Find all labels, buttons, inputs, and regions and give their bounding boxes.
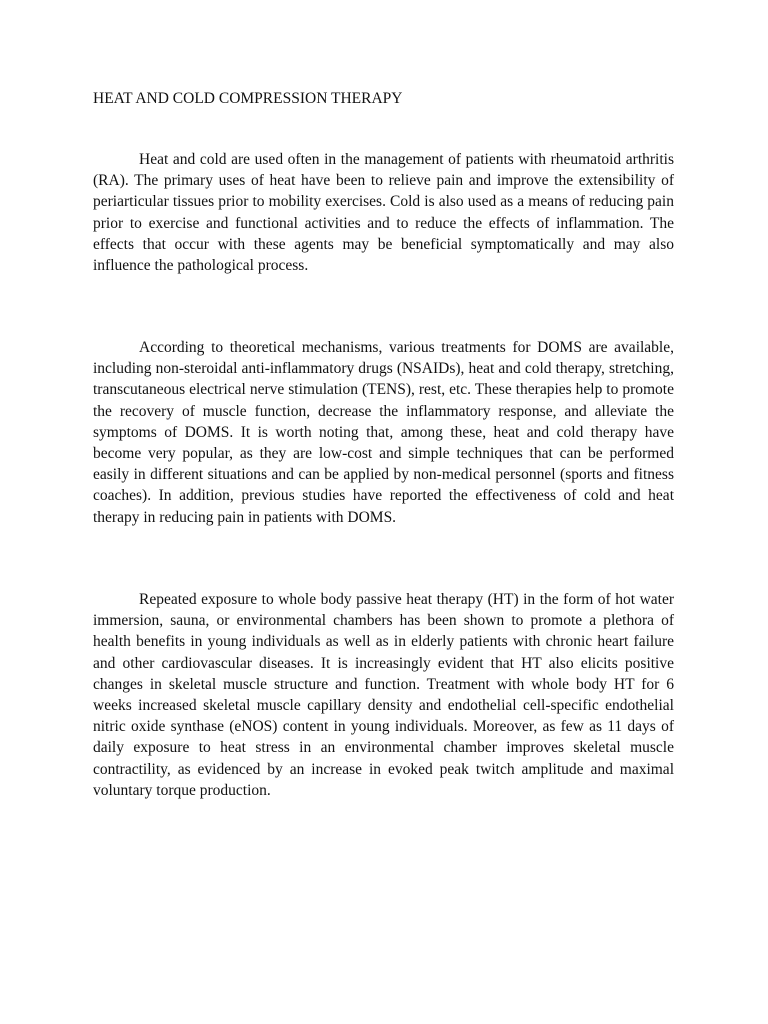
document-title: HEAT AND COLD COMPRESSION THERAPY xyxy=(93,90,403,107)
paragraph-rheumatoid-arthritis: Heat and cold are used often in the management of patients with rheumatoid arthritis (RA). The primary uses of heat have been to relieve pain and improve the extensibility of periarticular tissues prior to mobility exercises. Cold is also used as a means of reducing pain prior to exercise and functional activities and to reduce the effects of inflammation. The effects that occur with these agents may be beneficial symptomatically and may also influence the pathological process. xyxy=(93,151,674,275)
paragraph-passive-heat-therapy: Repeated exposure to whole body passive heat therapy (HT) in the form of hot water immersion, sauna, or environmental chambers has been shown to promote a plethora of health benefits in young individuals as well as in elderly patients with chronic heart failure and other cardiovascular diseases. It is increasingly evident that HT also elicits positive changes in skeletal muscle structure and function. Treatment with whole body HT for 6 weeks increased skeletal muscle capillary density and endothelial cell-specific endothelial nitric oxide synthase (eNOS) content in young individuals. Moreover, as few as 11 days of daily exposure to heat stress in an environmental chamber improves skeletal muscle contractility, as evidenced by an increase in evoked peak twitch amplitude and maximal voluntary torque production. xyxy=(93,591,674,799)
paragraph-doms-treatments: According to theoretical mechanisms, various treatments for DOMS are available, including non-steroidal anti-inflammatory drugs (NSAIDs), heat and cold therapy, stretching, transcutaneous electrical nerve stimulation (TENS), rest, etc. These therapies help to promote the recovery of muscle function, decrease the inflammatory response, and alleviate the symptoms of DOMS. It is worth noting that, among these, heat and cold therapy have become very popular, as they are low-cost and simple techniques that can be performed easily in different situations and can be applied by non-medical personnel (sports and fitness coaches). In addition, previous studies have reported the effectiveness of cold and heat therapy in reducing pain in patients with DOMS. xyxy=(93,339,674,526)
